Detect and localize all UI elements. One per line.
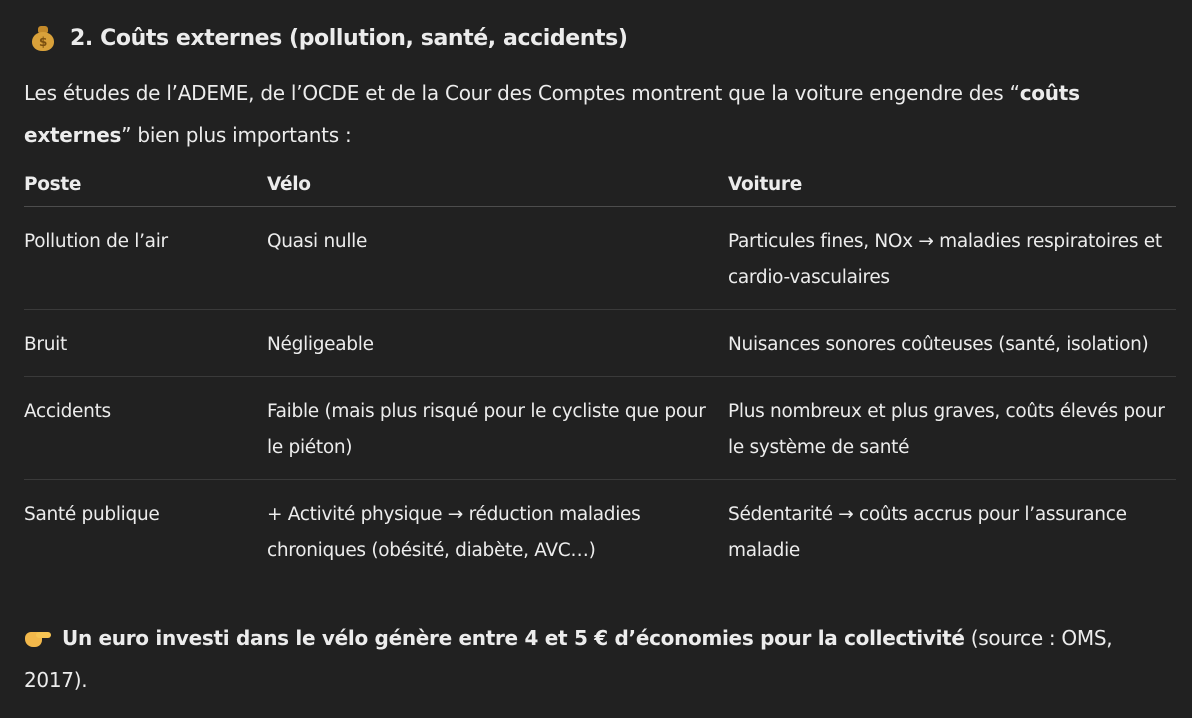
intro-text-start: Les études de l’ADEME, de l’OCDE et de la Cour des Comptes montrent que la voiture engendre des “: [24, 81, 1020, 105]
table-header-row: [24, 162, 1176, 207]
pointing-hand-icon: [24, 625, 52, 649]
table-cell: Quasi nulle: [267, 207, 728, 310]
table-cell: Bruit: [24, 310, 267, 377]
conclusion-paragraph: [24, 617, 1176, 701]
table-cell: Plus nombreux et plus graves, coûts élevés pour le système de santé: [728, 377, 1176, 480]
table-row: [24, 480, 1176, 583]
table-cell: Santé publique: [24, 504, 160, 525]
table-cell: Accidents: [24, 377, 267, 480]
table-row: [24, 310, 1176, 377]
section-heading: [30, 20, 628, 56]
table-row: [24, 207, 1176, 310]
header-velo: Vélo: [267, 162, 728, 207]
table-cell: Négligeable: [267, 310, 728, 377]
money-bag-icon: $: [30, 25, 56, 51]
table-cell: Particules fines, NOx → maladies respiratoires et cardio-vasculaires: [728, 207, 1176, 310]
section-heading-text: 2. Coûts externes (pollution, santé, accidents): [70, 25, 628, 51]
header-voiture: Voiture: [728, 162, 1176, 207]
intro-paragraph: [24, 72, 1176, 156]
table-row: [24, 377, 1176, 480]
conclusion-source-text: (source : OMS, 2017).: [24, 626, 1113, 692]
table-cell: + Activité physique → réduction maladies chroniques (obésité, diabète, AVC…): [267, 504, 641, 561]
intro-text-end: ” bien plus importants :: [121, 123, 352, 147]
table-cell: Nuisances sonores coûteuses (santé, isolation): [728, 310, 1176, 377]
conclusion-bold-text: Un euro investi dans le vélo génère entre 4 et 5 € d’économies pour la collectivité: [62, 626, 965, 650]
comparison-table: [24, 162, 1176, 583]
table-cell: Pollution de l’air: [24, 207, 267, 310]
header-poste: Poste: [24, 162, 267, 207]
intro-bold-term: coûts externes: [24, 81, 1080, 147]
table-cell: Sédentarité → coûts accrus pour l’assurance maladie: [728, 504, 1127, 561]
table-cell: Faible (mais plus risqué pour le cycliste que pour le piéton): [267, 377, 728, 480]
